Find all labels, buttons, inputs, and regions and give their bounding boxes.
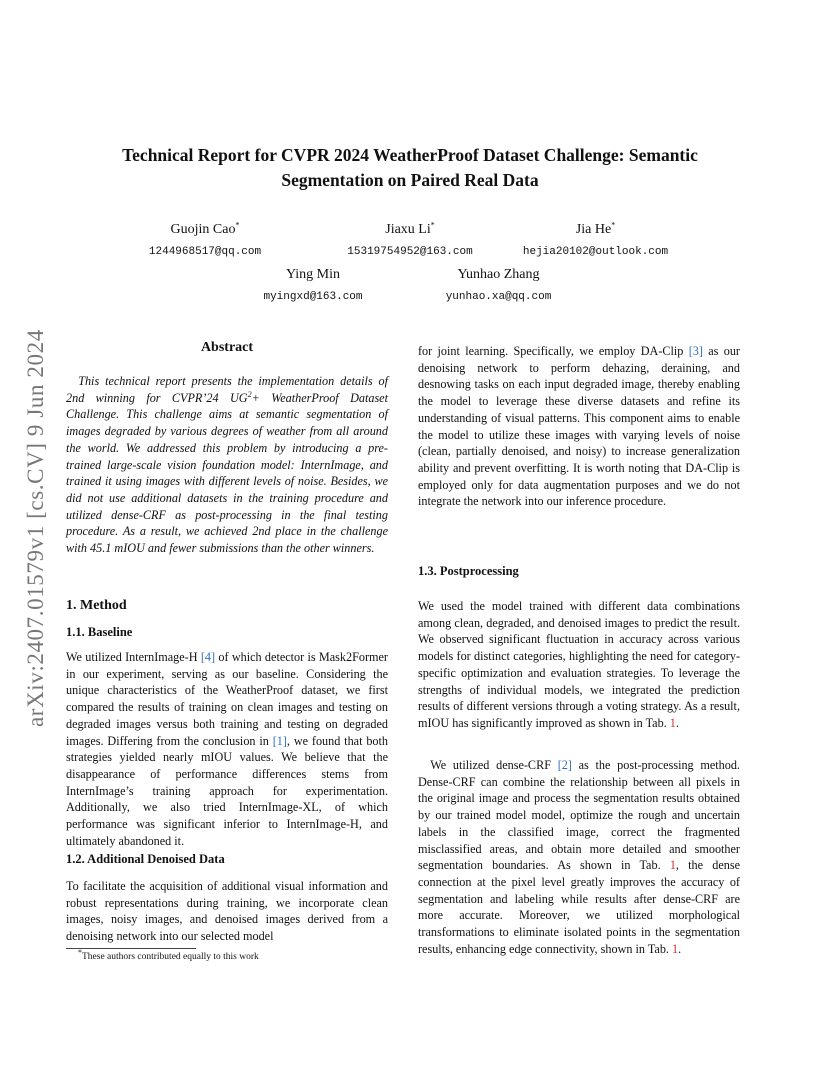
- paper-title: Technical Report for CVPR 2024 WeatherProof Dataset Challenge: Semantic Segmentation on Paired Real Data: [122, 145, 698, 190]
- author-email: myingxd@163.com: [263, 291, 363, 303]
- citation-link[interactable]: [3]: [688, 344, 703, 358]
- author-email: 1244968517@qq.com: [148, 246, 262, 258]
- author-block: [310, 221, 510, 259]
- subsection-heading-baseline: 1.1. Baseline: [66, 625, 133, 639]
- footnote-rule: [66, 948, 196, 949]
- section-heading-method: 1. Method: [66, 598, 127, 613]
- equal-contribution-mark: *: [611, 220, 616, 230]
- citation-link[interactable]: [1]: [272, 733, 287, 748]
- footnote: *These authors contributed equally to this work: [78, 947, 259, 962]
- author-block: [498, 221, 693, 259]
- author-name: Jia He: [575, 222, 612, 237]
- citation-link[interactable]: [4]: [200, 650, 216, 664]
- table-reference-link[interactable]: 1: [672, 941, 679, 956]
- author-email: hejia20102@outlook.com: [522, 246, 669, 258]
- equal-contribution-mark: *: [430, 220, 435, 230]
- subsection-heading-denoised-data: 1.2. Additional Denoised Data: [66, 852, 225, 866]
- equal-contribution-mark: *: [235, 220, 240, 230]
- author-name: Yunhao Zhang: [457, 267, 540, 282]
- author-block: [238, 266, 388, 304]
- baseline-paragraph: We utilized InternImage-H [4] of which detector is Mask2Former in our experiment, serving as our baseline. Considering the unique characteristics of the WeatherProof dataset, we first compared the results of training on clean images and testing on degraded images versus both training and testing on degraded images. Differing from the conclusion in [1], we found that both strategies yielded nearly mIOU values. We believe that the disappearance of performance differences stems from InternImage’s training approach for experimentation. Additionally, we also tried InternImage-XL, of which performance was significant inferior to InternImage-H, and ultimately abandoned it.: [66, 650, 388, 848]
- arxiv-identifier: arXiv:2407.01579v1 [cs.CV] 9 Jun 2024: [23, 329, 48, 727]
- author-block: [130, 221, 280, 259]
- abstract-heading: Abstract: [200, 340, 254, 355]
- author-name: Guojin Cao: [170, 222, 236, 237]
- denoised-paragraph-part1: To facilitate the acquisition of additional visual information and robust representations during training, we incorporate clean images, noisy images, and denoised images derived from a denoising network into our selected model: [66, 879, 388, 944]
- abstract-body: This technical report presents the implementation details of 2nd winning for CVPR’24 $UG^2+$ WeatherProof Dataset Challenge. This challenge aims at semantic segmentation of images degraded by various degrees of weather from all around the world. We addressed this problem by introducing a pre-trained large-scale vision foundation model: InternImage, and trained it using images with different levels of noise. Besides, we did not use additional datasets in the training procedure and utilized dense-CRF as post-processing in the final testing procedure. As a result, we achieved 2nd place in the challenge with 45.1 mIOU and fewer submissions than the other winners.: [66, 374, 388, 556]
- table-reference-link[interactable]: 1: [669, 715, 676, 730]
- author-name: Ying Min: [285, 267, 341, 282]
- author-email: yunhao.xa@qq.com: [445, 291, 552, 303]
- table-reference-link[interactable]: 1: [669, 858, 676, 873]
- citation-link[interactable]: [2]: [557, 758, 572, 772]
- postprocessing-paragraph-2: We utilized dense-CRF [2] as the post-processing method. Dense-CRF can combine the relationship between all pixels in the original image and process the segmentation results obtained by our trained model model, optimize the rough and uncertain labels in the classified image, correct the fragmented misclassified areas, and obtain more detailed and smoother segmentation boundaries. As shown in Tab. 1, the dense connection at the pixel level greatly improves the accuracy of segmentation and labeling while results after dense-CRF are more accurate. Moreover, we utilized morphological transformations to eliminate isolated points in the segmentation results, enhancing edge connectivity, shown in Tab. 1.: [418, 758, 740, 956]
- author-name: Jiaxu Li: [385, 222, 431, 237]
- denoised-paragraph-part2: for joint learning. Specifically, we employ DA-Clip [3] as our denoising network to perform dehazing, deraining, and desnowing tasks on each input degraded image, thereby enabling the model to leverage these diverse datasets and refine its understanding of visual patterns. This component aims to enable the model to utilize these images with varying levels of noise (clean, partially denoised, and noisy) to increase generalization ability and prevent overfitting. It is worth noting that DA-Clip is employed only for data augmentation purposes and we do not integrate the network into our inference procedure.: [418, 344, 740, 509]
- author-block: [421, 266, 576, 304]
- subsection-heading-postprocessing: 1.3. Postprocessing: [418, 564, 519, 578]
- author-email: 15319754952@163.com: [347, 246, 473, 258]
- postprocessing-paragraph-1: We used the model trained with different data combinations among clean, degraded, and denoised images to predict the result. We observed significant fluctuation in accuracy across various models for distinct categories, highlighting the need for category-specific optimization and evaluation strategies. To leverage the strengths of individual models, we integrated the prediction results of different versions through a voting strategy. As a result, mIOU has significantly improved as shown in Tab. 1.: [418, 599, 740, 730]
